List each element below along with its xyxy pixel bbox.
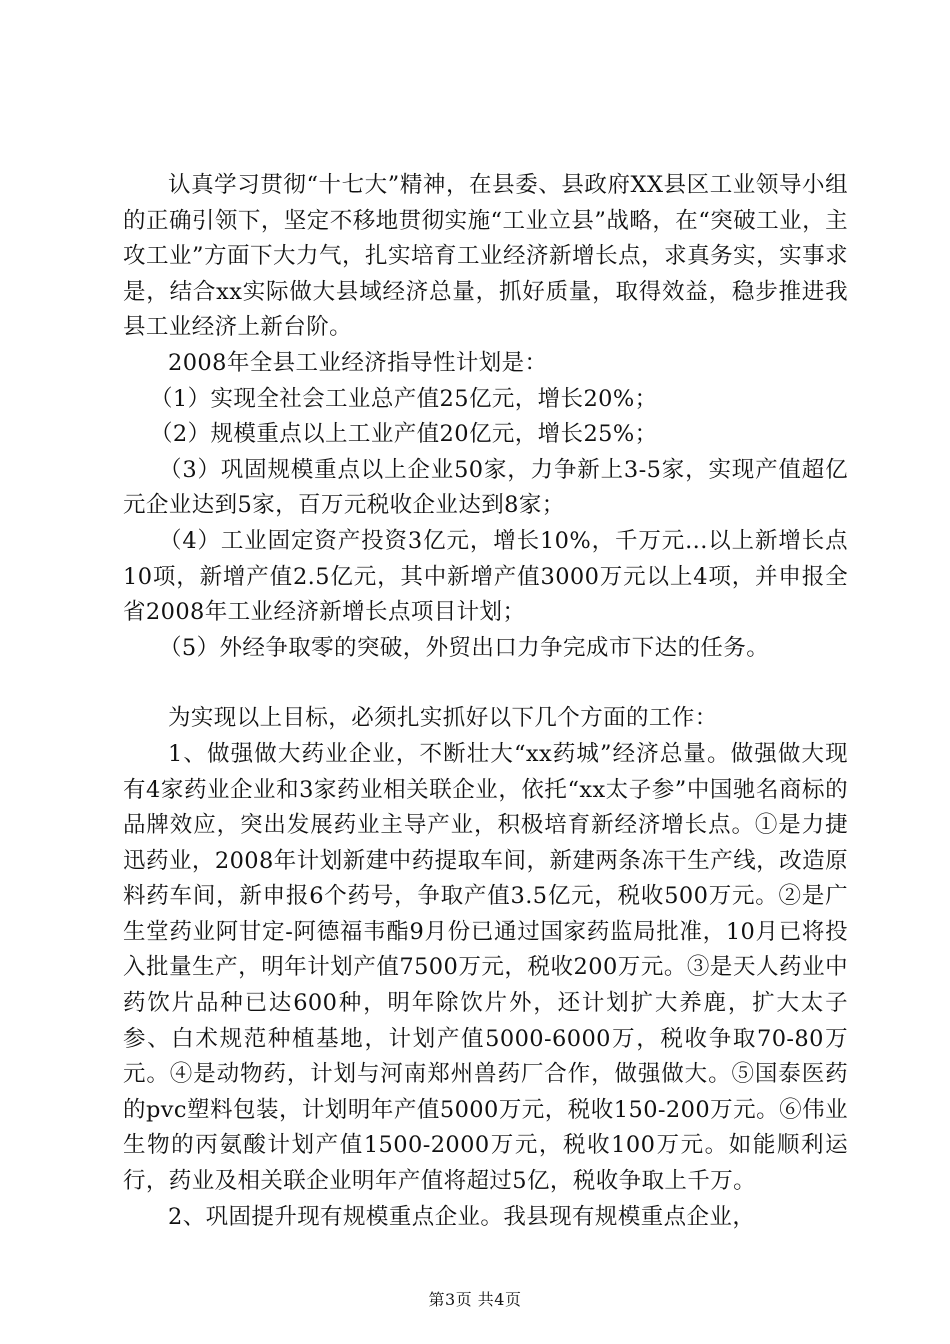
section-spacer [123, 666, 848, 701]
paragraph-work-intro: 为实现以上目标，必须扎实抓好以下几个方面的工作： [168, 705, 718, 732]
paragraph-work-2: 2、巩固提升现有规模重点企业。我县现有规模重点企业， [168, 1203, 756, 1230]
paragraph-intro: 认真学习贯彻“十七大”精神，在县委、县政府XX县区工业领导小组的正确引领下，坚定不移地贯彻实施“工业立县”战略，在“突破工业，主攻工业”方面下大力气，扎实培育工业经济新增长点，求真务实，实事求是，结合xx实际做大县域经济总量，抓好质量，取得效益，稳步推进我县工业经济上新台阶。 [123, 172, 848, 341]
work-section [123, 701, 848, 1235]
paragraph-plan-2: （2）规模重点以上工业产值20亿元，增长25%； [150, 421, 658, 448]
paragraph-plan-1: （1）实现全社会工业总产值25亿元，增长20%； [150, 385, 658, 412]
paragraph-plan-4: （4）工业固定资产投资3亿元，增长10%，千万元...以上新增长点10项，新增产值2.5亿元，其中新增产值3000万元以上4项，并申报全省2008年工业经济新增长点项目计划； [123, 527, 848, 626]
paragraph-plan-5: （5）外经争取零的突破，外贸出口力争完成市下达的任务。 [159, 634, 770, 661]
page-footer: 第3页 共4页 [428, 1290, 522, 1309]
paragraph-plan-3: （3）巩固规模重点以上企业50家，力争新上3-5家，实现产值超亿元企业达到5家，百万元税收企业达到8家； [123, 456, 848, 519]
paragraph-work-1: 1、做强做大药业企业，不断壮大“xx药城”经济总量。做强做大现有4家药业企业和3家药业相关联企业，依托“xx太子参”中国驰名商标的品牌效应，突出发展药业主导产业，积极培育新经济增长点。①是力捷迅药业，2008年计划新建中药提取车间，新建两条冻干生产线，改造原料药车间，新申报6个药号，争取产值3.5亿元，税收500万元。②是广生堂药业阿甘定-阿德福韦酯9月份已通过国家药监局批准，10月已将投入批量生产，明年计划产值7500万元，税收200万元。③是天人药业中药饮片品种已达600种，明年除饮片外，还计划扩大养鹿，扩大太子参、白术规范种植基地，计划产值5000-6000万，税收争取70-80万元。④是动物药，计划与河南郑州兽药厂合作，做强做大。⑤国泰医药的pvc塑料包装，计划明年产值5000万元，税收150-200万元。⑥伟业生物的丙氨酸计划产值1500-2000万元，税收100万元。如能顺利运行，药业及相关联企业明年产值将超过5亿，税收争取上千万。 [123, 740, 848, 1195]
paragraph-plan-heading: 2008年全县工业经济指导性计划是： [168, 349, 548, 376]
plan-section [123, 168, 848, 666]
document-body [123, 168, 848, 1235]
